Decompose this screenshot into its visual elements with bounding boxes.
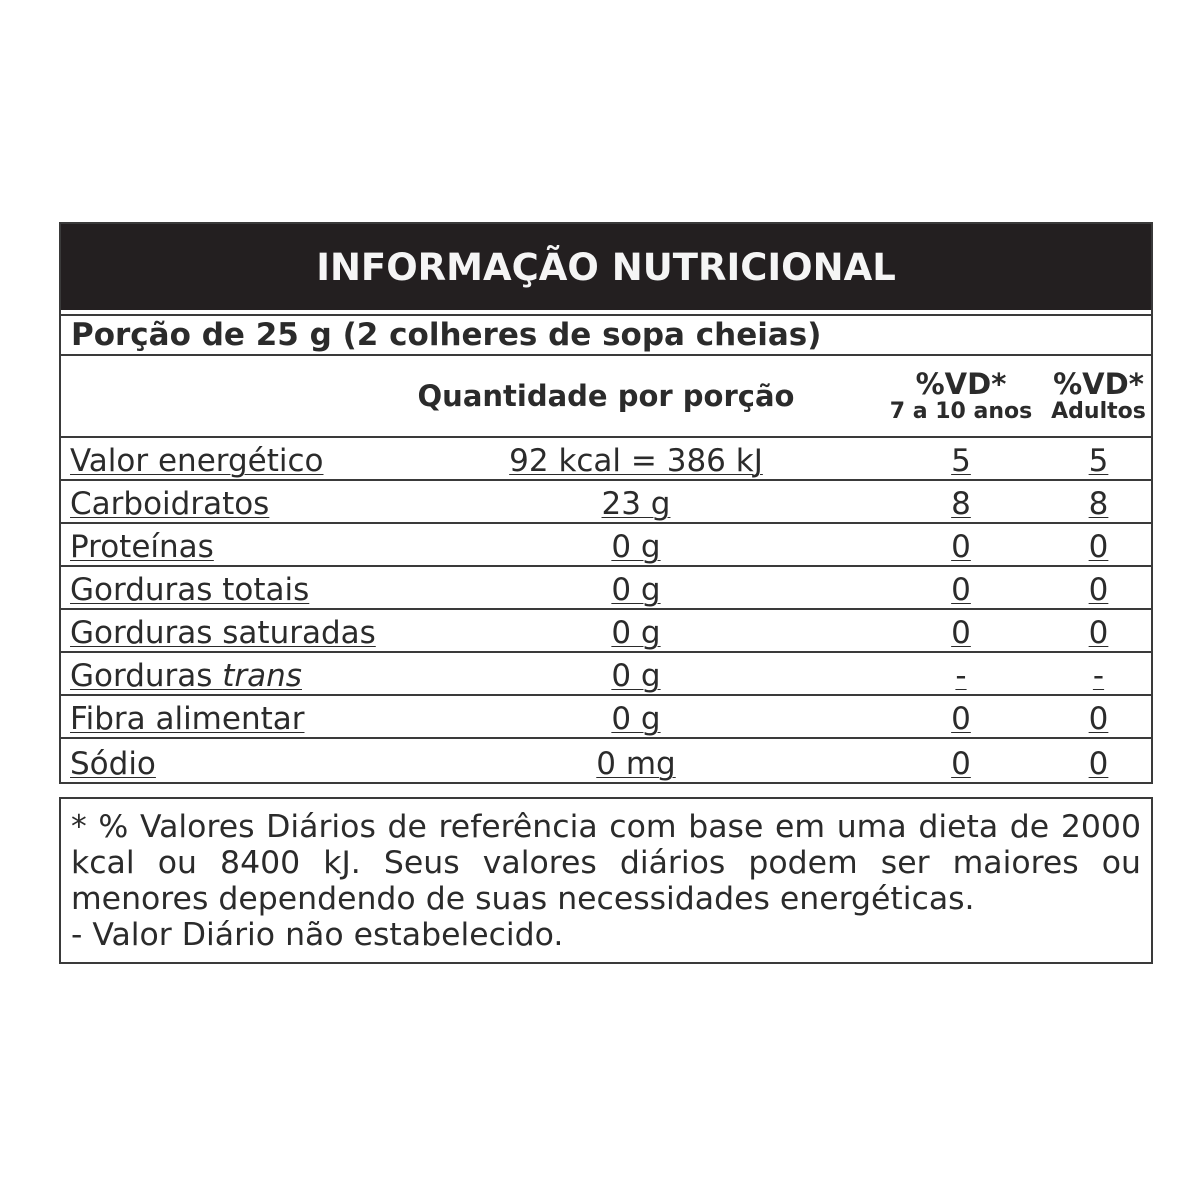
row-name — [70, 658, 302, 694]
row-name-italic: trans — [222, 658, 302, 694]
row-vd-adults: 0 — [1088, 615, 1109, 651]
portion-size: Porção de 25 g (2 colheres de sopa cheias) — [61, 314, 1151, 356]
table-title: INFORMAÇÃO NUTRICIONAL — [61, 224, 1151, 310]
table-row — [61, 524, 1151, 567]
row-quantity: 0 g — [611, 658, 661, 694]
row-vd-children: 0 — [951, 615, 971, 651]
row-vd-adults: 0 — [1088, 572, 1109, 608]
header-quantity: Quantidade por porção — [417, 379, 795, 413]
header-vd-children-main: %VD* — [915, 367, 1007, 402]
table-row — [61, 739, 1151, 782]
row-vd-children: 0 — [951, 701, 971, 737]
table-row — [61, 696, 1151, 739]
row-vd-children: 5 — [951, 443, 971, 479]
row-vd-adults: 0 — [1088, 746, 1109, 782]
row-name: Gorduras saturadas — [70, 615, 376, 651]
row-quantity: 92 kcal = 386 kJ — [509, 443, 763, 479]
header-vd-adults-sub: Adultos — [1051, 398, 1146, 424]
header-row — [61, 356, 1151, 438]
row-name-prefix: Gorduras — [70, 658, 213, 694]
row-vd-children: 0 — [951, 529, 971, 565]
row-quantity: 0 g — [611, 701, 661, 737]
nutrition-table — [59, 222, 1153, 784]
row-quantity: 23 g — [601, 486, 671, 522]
row-vd-children: 8 — [951, 486, 971, 522]
table-row — [61, 653, 1151, 696]
table-row — [61, 567, 1151, 610]
row-vd-adults: 8 — [1088, 486, 1109, 522]
footnote-not-established: - Valor Diário não estabelecido. — [71, 917, 564, 953]
row-quantity: 0 g — [611, 529, 661, 565]
row-name: Carboidratos — [70, 486, 270, 522]
row-name: Gorduras totais — [70, 572, 310, 608]
table-body — [61, 438, 1151, 782]
footnote — [59, 797, 1153, 964]
row-vd-adults: - — [1092, 658, 1105, 694]
row-vd-children: 0 — [951, 746, 971, 782]
row-quantity: 0 g — [611, 615, 661, 651]
row-vd-adults: 0 — [1088, 701, 1109, 737]
row-name: Valor energético — [70, 443, 324, 479]
row-vd-adults: 0 — [1088, 529, 1109, 565]
header-vd-adults — [1046, 369, 1151, 423]
header-vd-children — [876, 369, 1046, 423]
row-name: Fibra alimentar — [70, 701, 305, 737]
row-vd-children: 0 — [951, 572, 971, 608]
table-row — [61, 438, 1151, 481]
header-vd-adults-main: %VD* — [1053, 367, 1144, 402]
header-vd-children-sub: 7 a 10 anos — [889, 398, 1033, 424]
row-vd-children: - — [955, 658, 967, 694]
row-quantity: 0 g — [611, 572, 661, 608]
table-row — [61, 481, 1151, 524]
footnote-reference-text: * % Valores Diários de referência com base em uma dieta de 2000 kcal ou 8400 kJ. Seus valores diários podem ser maiores ou menores dependendo de suas necessidades energéticas. — [71, 809, 1141, 917]
row-quantity: 0 mg — [596, 746, 676, 782]
row-name: Sódio — [70, 746, 156, 782]
row-name: Proteínas — [70, 529, 214, 565]
row-vd-adults: 5 — [1088, 443, 1109, 479]
table-row — [61, 610, 1151, 653]
